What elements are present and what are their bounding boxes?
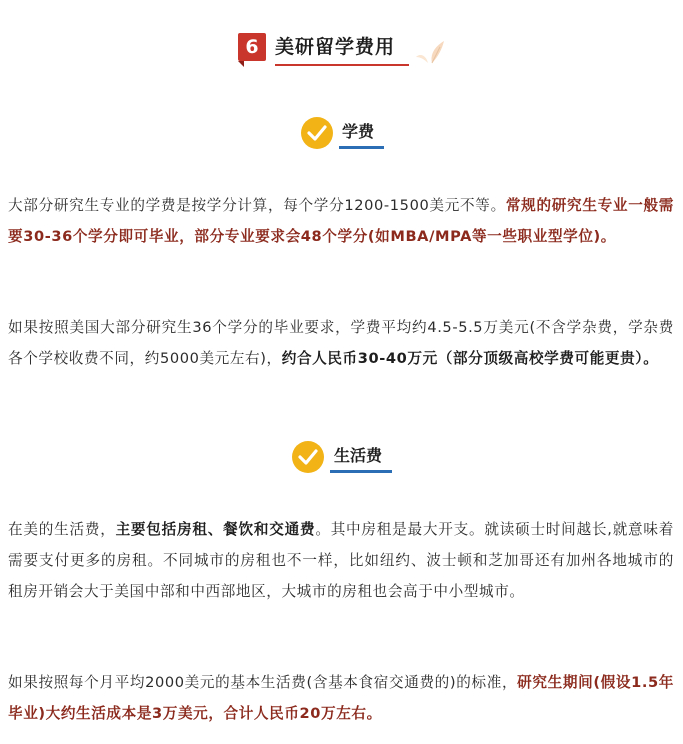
living-paragraph-2 (8, 667, 674, 729)
number-badge: 6 (238, 33, 266, 61)
tuition-paragraph-2 (8, 312, 674, 374)
leaf-deco-icon (414, 37, 450, 65)
living-p2-text: 如果按照每个月平均2000美元的基本生活费(含基本食宿交通费的)的标准， (8, 674, 518, 691)
check-icon (307, 124, 327, 142)
living-p1-text-b: 。其中房租是最大开支。就读硕士时间越长,就意味着需要支付更多的房租。不同城市的房租也不一样，比如纽约、波士顿和芝加哥还有加州各地城市的租房开销会大于美国中部和中西部地区，大城市的房租也会高于中小型城市。 (8, 521, 674, 600)
tuition-paragraph-1 (8, 190, 674, 252)
living-p1-text-a: 在美的生活费， (8, 521, 116, 538)
tuition-p2-bold: 约合人民币30-40万元（部分顶级高校学费可能更贵）。 (281, 350, 659, 367)
living-p1-bold: 主要包括房租、餐饮和交通费 (115, 521, 316, 538)
check-badge (301, 117, 333, 149)
section-header (238, 33, 458, 67)
living-paragraph-1 (8, 514, 674, 607)
tuition-p2-text: 如果按照美国大部分研究生36个学分的毕业要求，学费平均约4.5-5.5万美元(不含学杂费，学杂费各个学校收费不同，约5000美元左右)， (8, 319, 674, 367)
check-icon (298, 448, 318, 466)
tuition-p1-highlight: 常规的研究生专业一般需要30-36个学分即可毕业，部分专业要求会48个学分(如MBA/MPA等一些职业型学位)。 (8, 197, 674, 245)
tuition-title: 学费 (342, 122, 375, 141)
check-badge (292, 441, 324, 473)
living-underline (330, 470, 392, 473)
page-title: 美研留学费用 (275, 36, 396, 58)
living-heading (292, 441, 402, 485)
tuition-heading (301, 117, 391, 161)
title-underline (275, 64, 409, 66)
living-p2-highlight: 研究生期间(假设1.5年毕业)大约生活成本是3万美元，合计人民币20万左右。 (8, 674, 674, 722)
tuition-underline (339, 146, 384, 149)
living-title: 生活费 (334, 446, 383, 465)
tuition-p1-text: 大部分研究生专业的学费是按学分计算，每个学分1200-1500美元不等。 (8, 197, 506, 214)
